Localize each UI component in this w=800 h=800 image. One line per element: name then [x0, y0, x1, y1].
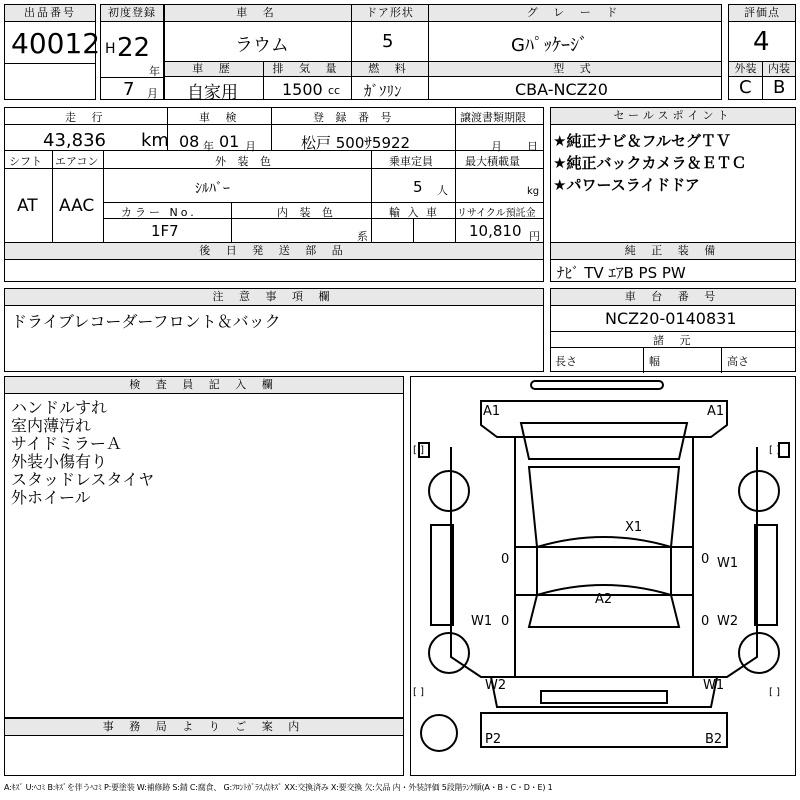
inspector-line-6: 外ホイール	[11, 488, 91, 507]
inspection-month-unit: 月	[245, 140, 256, 153]
int-color-label: 内 装 色	[277, 206, 337, 219]
fuel-value: ｶﾞｿﾘﾝ	[364, 82, 402, 100]
later-parts-box	[4, 242, 544, 282]
rear-left-wheel	[429, 633, 469, 673]
legend: A:ｷｽﾞ U:ﾍｺﾐ B:ｷｽﾞを伴うﾍｺﾐ P:要塗装 W:補修跡 S:錆 C:腐食、 G:ﾌﾛﾝﾄｶﾞﾗｽ点ｷｽﾞ XX:交換済み X:要交換 欠:欠品 内・外装評価 5段階ﾗﾝｸ順(A・B・C・D・E) 1	[4, 783, 553, 792]
capacity-unit: 人	[437, 184, 448, 197]
history-box	[164, 61, 264, 103]
capacity-label: 乗車定員	[389, 155, 433, 168]
front-right-wheel	[739, 471, 779, 511]
exterior-grade: C	[739, 77, 752, 98]
load-label: 最大積載量	[465, 155, 520, 168]
import-label: 輸 入 車	[389, 206, 439, 219]
registration-number: 松戸 500ｻ5922	[301, 134, 411, 152]
office-label: 事 務 局 よ り ご 案 内	[5, 719, 403, 736]
bracket-left-bottom: [ ]	[413, 687, 424, 698]
first-registration-box	[100, 4, 164, 100]
score-label: 評価点	[729, 5, 795, 22]
vehicle-info-block	[4, 107, 544, 243]
exterior-label: 外装	[729, 62, 762, 77]
docs-label: 譲渡書類期限	[460, 111, 526, 124]
score-box	[728, 4, 796, 62]
recycle-label: リサイクル預託金	[457, 208, 536, 219]
month-unit: 月	[147, 87, 158, 100]
notes-value: ドライブレコーダーフロント＆バック	[11, 312, 281, 331]
displacement-box	[263, 61, 352, 100]
inspection-year: 08	[179, 132, 200, 151]
rear-right-wheel	[739, 633, 779, 673]
inspection-label: 車 検	[199, 111, 243, 124]
inspector-line-2: 室内薄汚れ	[11, 416, 92, 435]
recycle-value: 10,810	[469, 222, 522, 240]
shift-value: AT	[17, 196, 38, 216]
car-name-box	[164, 4, 352, 62]
bracket-right-bottom: [ ]	[769, 687, 780, 698]
lot-number: 40012	[11, 27, 101, 60]
int-color-unit: 系	[357, 230, 368, 243]
interior-label: 内装	[763, 62, 795, 77]
front-bumper-top	[531, 381, 663, 389]
mark-w2-left-bottom: W2	[485, 678, 507, 693]
load-unit: kg	[527, 186, 540, 197]
color-no-label: カラー No.	[121, 206, 197, 219]
bracket-left-top: [ ]	[413, 445, 424, 456]
displacement-unit: cc	[328, 84, 341, 97]
door-value: 5	[382, 31, 394, 52]
mark-zero-right: 0	[701, 552, 710, 567]
notes-box	[4, 288, 544, 372]
mark-a1-left: A1	[483, 404, 501, 419]
car-diagram	[410, 376, 796, 776]
color-value: ｼﾙﾊﾞｰ	[195, 181, 230, 197]
bracket-right-top: [ ]	[769, 445, 780, 456]
chassis-label: 車 台 番 号	[551, 289, 795, 306]
equipment-label: 純 正 装 備	[551, 243, 795, 260]
inspector-line-3: サイドミラーＡ	[11, 434, 122, 453]
inspector-line-1: ハンドルすれ	[11, 398, 108, 417]
mark-w1-right-bottom: W1	[703, 678, 725, 693]
mark-zero-left2: 0	[501, 614, 510, 629]
ac-value: AAC	[59, 196, 95, 216]
docs-day-unit: 日	[527, 140, 538, 153]
sales-point-3: ★パワースライドドア	[553, 176, 700, 194]
front-outline	[481, 401, 727, 437]
roof	[529, 467, 679, 547]
docs-month-unit: 月	[491, 140, 502, 153]
mark-p2: P2	[485, 732, 502, 747]
door-label: ドア形状	[352, 5, 428, 22]
inspector-line-4: 外装小傷有り	[11, 452, 108, 471]
reg-year: 22	[117, 33, 151, 63]
mileage-value: 43,836	[43, 130, 106, 151]
rear-plate	[541, 691, 667, 703]
model-value: CBA-NCZ20	[515, 80, 608, 99]
inspector-box	[4, 376, 404, 718]
equipment-value: ﾅﾋﾞ TV ｴｱB PS PW	[557, 264, 686, 282]
later-parts-label: 後 日 発 送 部 品	[5, 243, 543, 260]
mark-x1: X1	[625, 520, 643, 535]
model-box	[428, 61, 722, 100]
inspection-year-unit: 年	[203, 140, 214, 153]
chassis-number: NCZ20-0140831	[605, 309, 737, 328]
spec-length-label: 長さ	[555, 355, 577, 368]
mark-w1-left-rear: W1	[471, 614, 493, 629]
sales-point-1: ★純正ナビ＆フルセグＴＶ	[553, 132, 731, 150]
mark-w2-right-rear: W2	[717, 614, 739, 629]
notes-label: 注 意 事 項 欄	[5, 289, 543, 306]
specs-label: 諸 元	[653, 334, 697, 347]
sales-points-label: セールスポイント	[551, 108, 795, 125]
grade-value: Gﾊﾟｯｹｰｼﾞ	[511, 35, 588, 56]
displacement-label: 排 気 量	[264, 62, 351, 77]
equipment-box	[550, 242, 796, 282]
color-label: 外 装 色	[215, 155, 275, 168]
era: H	[105, 41, 116, 57]
reg-month: 7	[123, 79, 135, 100]
spare-wheel	[421, 715, 457, 751]
mark-zero-left: 0	[501, 552, 510, 567]
model-label: 型 式	[429, 62, 721, 77]
interior-grade: B	[773, 77, 786, 98]
sales-point-2: ★純正バックカメラ＆ＥＴＣ	[553, 154, 747, 172]
lot-box	[4, 4, 101, 100]
mark-w1-right-door: W1	[717, 556, 739, 571]
history-label: 車 歴	[165, 62, 263, 77]
spec-width-label: 幅	[649, 355, 660, 368]
displacement-value: 1500	[282, 80, 323, 99]
exterior-box	[728, 61, 763, 100]
car-name: ラウム	[235, 35, 289, 56]
history-value: 自家用	[187, 83, 238, 103]
mark-a1-right: A1	[707, 404, 725, 419]
lot-label: 出品番号	[5, 5, 95, 22]
recycle-unit: 円	[529, 230, 540, 243]
chassis-box	[550, 288, 796, 372]
body-center	[537, 537, 671, 595]
windshield	[521, 423, 687, 459]
score-value: 4	[753, 27, 770, 57]
mileage-label: 走 行	[65, 111, 109, 124]
grade-box	[428, 4, 722, 62]
regno-label: 登 録 番 号	[313, 111, 396, 124]
shift-label: シフト	[9, 155, 42, 168]
fuel-label: 燃 料	[352, 62, 428, 77]
sales-points-box	[550, 107, 796, 243]
inspection-month: 01	[219, 132, 240, 151]
first-reg-label: 初度登録	[101, 5, 163, 22]
interior-box	[762, 61, 796, 100]
mark-b2: B2	[705, 732, 723, 747]
capacity-value: 5	[413, 178, 423, 196]
mark-zero-right2: 0	[701, 614, 710, 629]
rear-bumper	[481, 713, 727, 747]
mileage-unit: km	[141, 130, 169, 151]
year-unit: 年	[149, 65, 160, 78]
office-box	[4, 718, 404, 776]
car-name-label: 車 名	[165, 5, 351, 22]
grade-label: グ レ ー ド	[429, 5, 721, 22]
fuel-box	[351, 61, 429, 100]
front-left-wheel	[429, 471, 469, 511]
ac-label: エアコン	[55, 155, 99, 168]
mark-a2: A2	[595, 592, 613, 607]
inspector-line-5: スタッドレスタイヤ	[11, 470, 155, 489]
door-box	[351, 4, 429, 62]
color-no-value: 1F7	[151, 222, 179, 240]
inspector-label: 検 査 員 記 入 欄	[5, 377, 403, 394]
car-outline-svg	[411, 377, 797, 777]
spec-height-label: 高さ	[727, 355, 749, 368]
